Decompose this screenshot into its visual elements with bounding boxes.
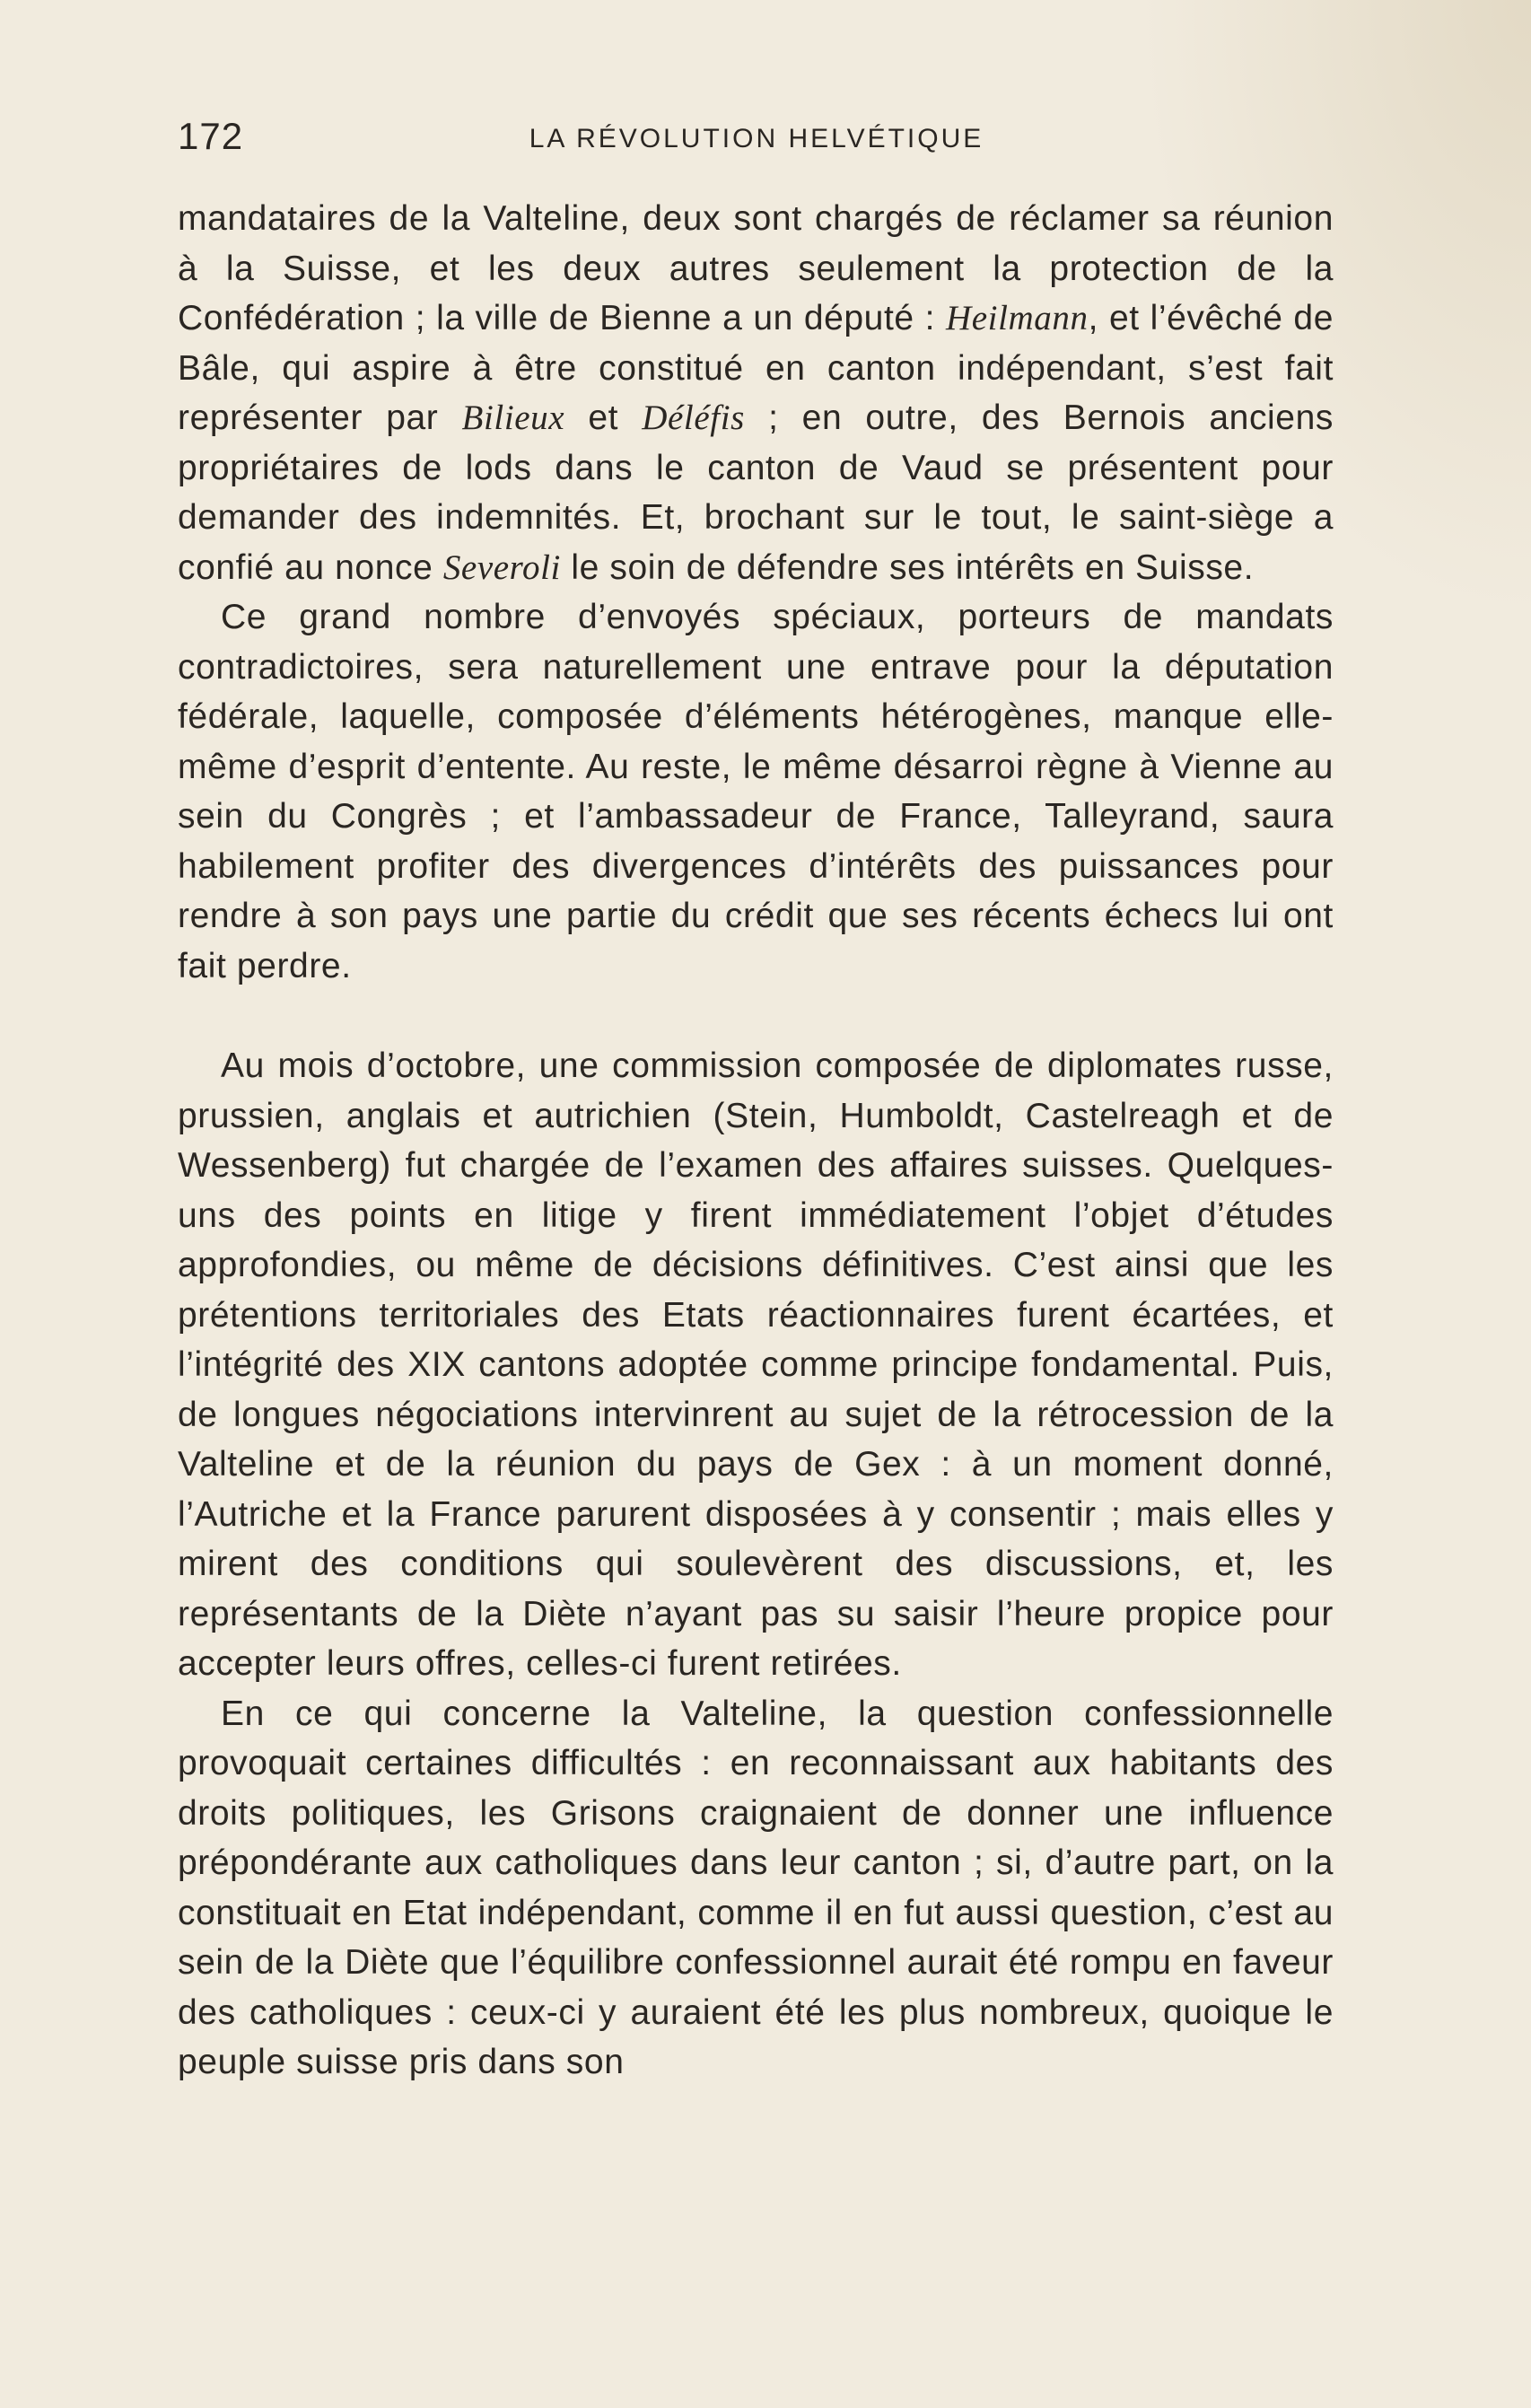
body-text bbox=[178, 194, 1334, 2088]
text-segment: Ce grand nombre d’envoyés spéciaux, porteurs de mandats contradictoires, sera naturellement une entrave pour la députation fédérale, laquelle, composée d’éléments hétérogènes, manque elle-même d’esprit d’entente. Au reste, le même désarroi règne à Vienne au sein du Congrès ; et l’ambassadeur de France, Talleyrand, saura habilement profiter des divergences d’intérêts des puissances pour rendre à son pays une partie du crédit que ses récents échecs lui ont fait perdre. bbox=[178, 598, 1334, 985]
paragraph bbox=[178, 194, 1334, 592]
italic-name: Bilieux bbox=[461, 398, 565, 437]
text-segment: le soin de défendre ses intérêts en Suisse. bbox=[560, 547, 1255, 587]
text-segment: et bbox=[564, 398, 643, 437]
paragraph bbox=[178, 1041, 1334, 1689]
paragraph bbox=[178, 592, 1334, 991]
paragraph bbox=[178, 1689, 1334, 2088]
text-segment: Au mois d’octobre, une commission composée de diplomates russe, prussien, anglais et autrichien (Stein, Humboldt, Castelreagh et de Wessenberg) fut chargée de l’examen des affaires suisses. Quelques-uns des points en litige y firent immédiatement l’objet d’études approfondies, ou même de décisions définitives. C’est ainsi que les prétentions territoriales des Etats réactionnaires furent écartées, et l’intégrité des XIX cantons adoptée comme principe fondamental. Puis, de longues négociations intervinrent au sujet de la rétrocession de la Valteline et de la réunion du pays de Gex : à un moment donné, l’Autriche et la France parurent disposées à y consentir ; mais elles y mirent des conditions qui soulevèrent des discussions, et, les représentants de la Diète n’ayant pas su saisir l’heure propice pour accepter leurs offres, celles-ci furent retirées. bbox=[178, 1046, 1334, 1683]
italic-name: Heilmann bbox=[945, 299, 1089, 337]
section-gap bbox=[178, 991, 1334, 1041]
page-number: 172 bbox=[178, 115, 244, 157]
text-segment: mandataires de la Valteline, deux sont chargés de réclamer sa réunion à la Suisse, et les deux autres seulement la protection de la Confédération ; la ville de Bienne a un député : bbox=[178, 199, 1334, 337]
italic-name: Severoli bbox=[442, 547, 561, 587]
text-segment: ; en outre, des Bernois anciens propriétaires de lods dans le canton de Vaud se présentent pour demander des indemnités. Et, brochant sur le tout, le saint-siège a confié au nonce bbox=[178, 398, 1334, 587]
italic-name: Déléfis bbox=[642, 398, 745, 437]
running-title: LA RÉVOLUTION HELVÉTIQUE bbox=[529, 124, 984, 153]
text-segment: , et l’évêché de Bâle, qui aspire à être constitué en canton indépendant, s’est fait représenter par bbox=[178, 299, 1334, 437]
text-segment: En ce qui concerne la Valteline, la question confessionnelle provoquait certaines difficultés : en reconnaissant aux habitants des droits politiques, les Grisons craignaient de donner une influence prépondérante aux catholiques dans leur canton ; si, d’autre part, on la constituait en Etat indépendant, comme il en fut aussi question, c’est au sein de la Diète que l’équilibre confessionnel aurait été rompu en faveur des catholiques : ceux-ci y auraient été les plus nombreux, quoique le peuple suisse pris dans son bbox=[178, 1694, 1334, 2081]
page-header bbox=[178, 115, 1335, 169]
